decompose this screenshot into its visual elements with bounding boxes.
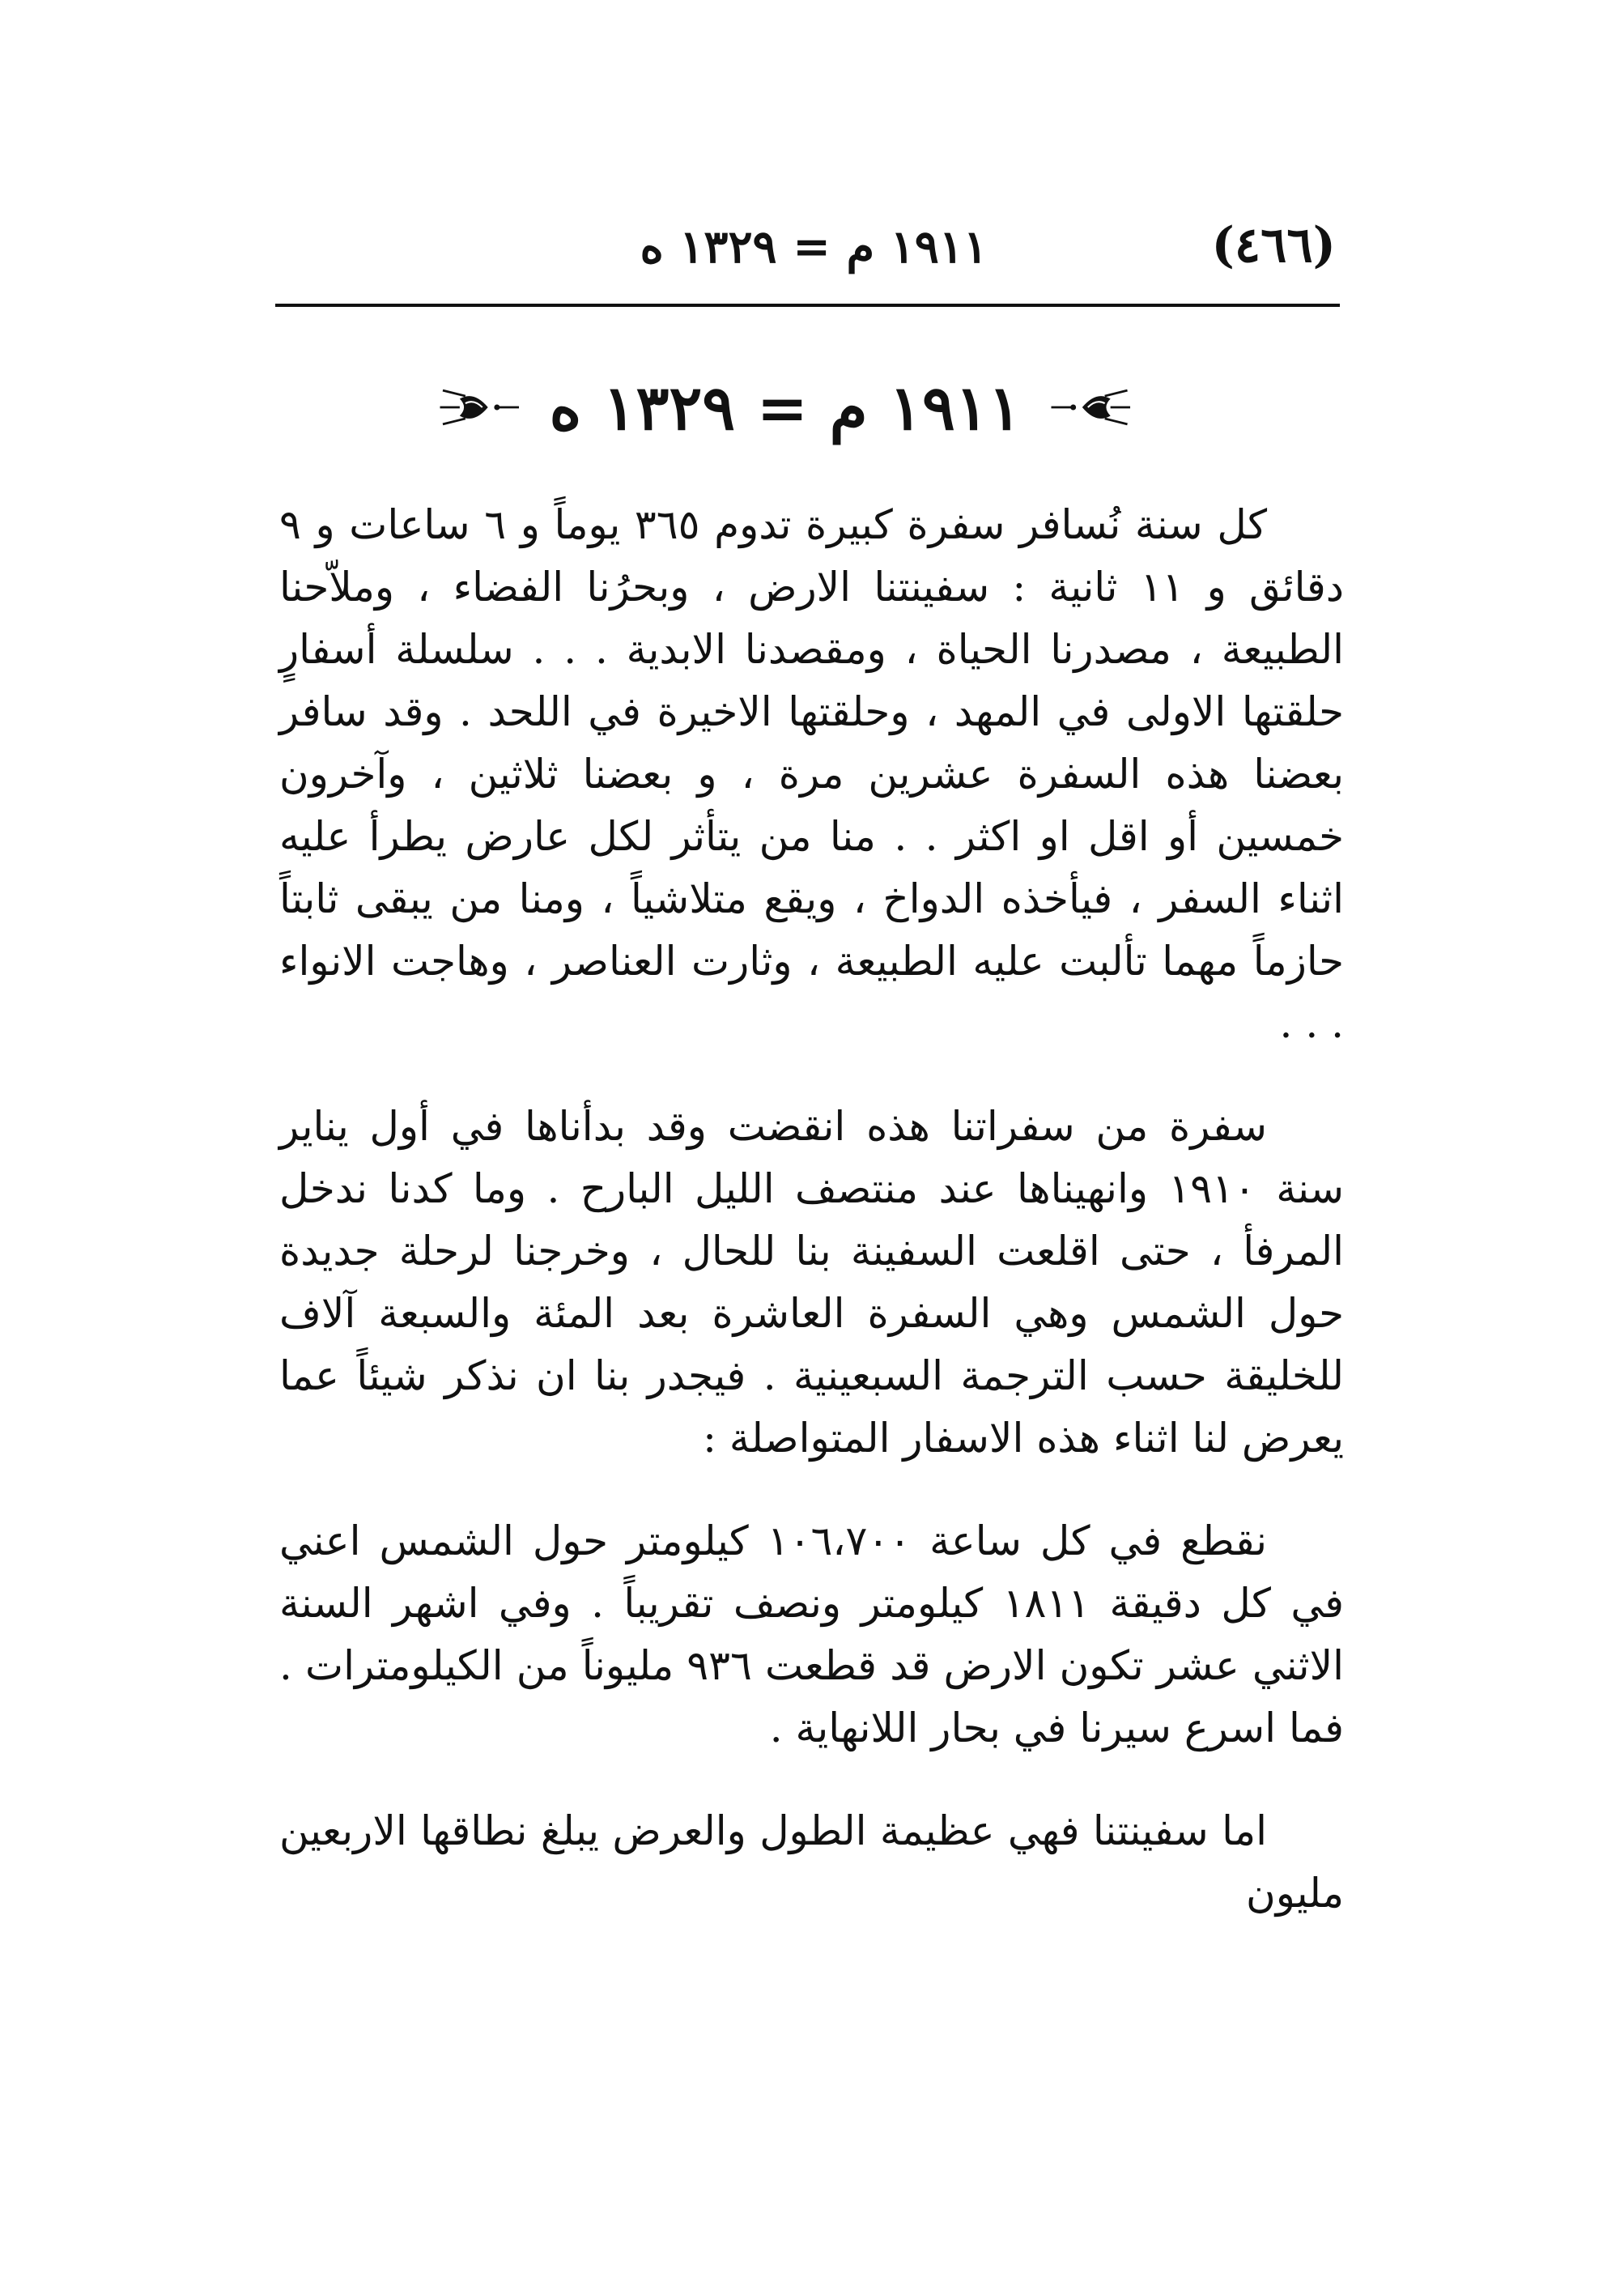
paragraph: نقطع في كل ساعة ١٠٦،٧٠٠ كيلومتر حول الشمس اعني في كل دقيقة ١٨١١ كيلومتر ونصف تقريباً . وفي اشهر السنة الاثني عشر تكون الارض قد قطعت ٩٣٦ مليوناً من الكيلومترات . فما اسرع سيرنا في بحار اللانهاية . (279, 1517, 1345, 1751)
section-title: ١٩١١ م = ١٣٢٩ ه (549, 371, 1022, 444)
paragraph: سفرة من سفراتنا هذه انقضت وقد بدأناها في أول يناير سنة ١٩١٠ وانهيناها عند منتصف الليل البارح . وما كدنا ندخل المرفأ ، حتى اقلعت السفينة بنا للحال ، وخرجنا لرحلة جديدة حول الشمس وهي السفرة العاشرة بعد المئة والسبعة آلاف للخليقة حسب الترجمة السبعينية . فيجدر بنا ان نذكر شيئاً عما يعرض لنا اثناء هذه الاسفار المتواصلة : (279, 1103, 1344, 1462)
section-heading (437, 363, 1133, 452)
header-divider (275, 304, 1340, 307)
page-number: (٤٦٦) (1211, 217, 1336, 274)
paragraph: كل سنة نُسافر سفرة كبيرة تدوم ٣٦٥ يوماً و ٦ ساعات و ٩ دقائق و ١١ ثانية : سفينتنا الارض ، وبحرُنا الفضاء ، وملاّحنا الطبيعة ، مصدرنا الحياة ، ومقصدنا الابدية . . . سلسلة أسفارٍ حلقتها الاولى في المهد ، وحلقتها الاخيرة في اللحد . وقد سافر بعضنا هذه السفرة عشرين مرة ، و بعضنا ثلاثين ، وآخرون خمسين أو اقل او اكثر . . منا من يتأثر لكل عارض يطرأ عليه اثناء السفر ، فيأخذه الدواخ ، ويقع متلاشياً ، ومنا من يبقى ثابتاً حازماً مهما تألبت عليه الطبيعة ، وثارت العناصر ، وهاجت الانواء . . . (279, 501, 1344, 1047)
floral-ornament-icon (1048, 379, 1133, 436)
floral-ornament-icon (437, 379, 522, 436)
header-date-line: ١٩١١ م = ١٣٢٩ ه (640, 220, 988, 274)
paragraph: اما سفينتنا فهي عظيمة الطول والعرض يبلغ نطاقها الاربعين مليون (279, 1807, 1344, 1917)
body-text (279, 494, 1344, 1965)
running-header (275, 217, 1336, 290)
